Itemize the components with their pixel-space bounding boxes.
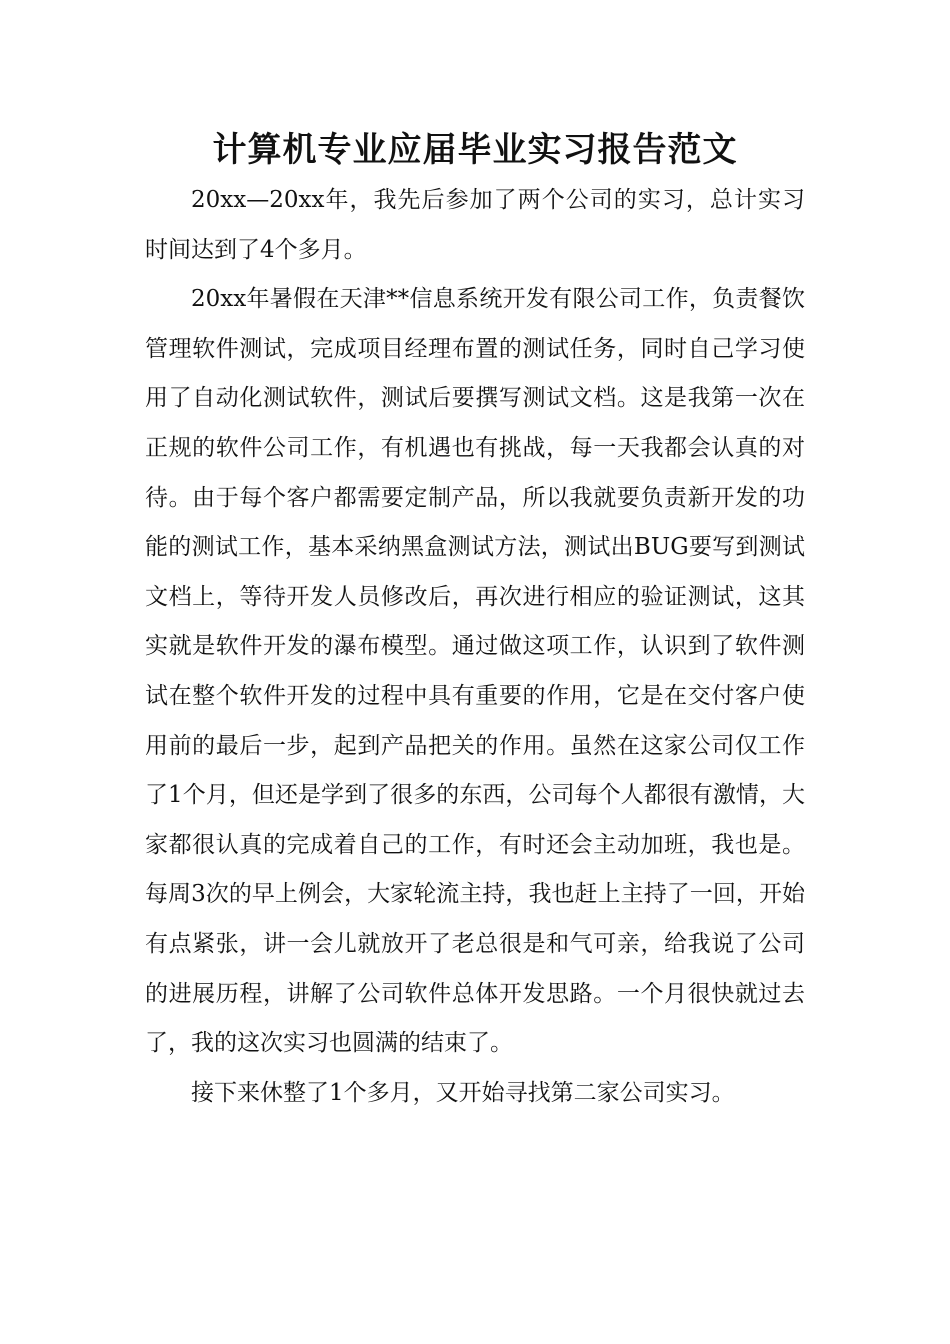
document-title: 计算机专业应届毕业实习报告范文 [212,130,738,170]
document-body [145,176,805,1118]
paragraph-2: 20xx年暑假在天津**信息系统开发有限公司工作，负责餐饮管理软件测试，完成项目经理布置的测试任务，同时自己学习使用了自动化测试软件，测试后要撰写测试文档。这是我第一次在正规的软件公司工作，有机遇也有挑战，每一天我都会认真的对待。由于每个客户都需要定制产品，所以我就要负责新开发的功能的测试工作，基本采纳黑盒测试方法，测试出BUG要写到测试文档上，等待开发人员修改后，再次进行相应的验证测试，这其实就是软件开发的瀑布模型。通过做这项工作，认识到了软件测试在整个软件开发的过程中具有重要的作用，它是在交付客户使用前的最后一步，起到产品把关的作用。虽然在这家公司仅工作了1个月，但还是学到了很多的东西，公司每个人都很有激情，大家都很认真的完成着自己的工作，有时还会主动加班，我也是。每周3次的早上例会，大家轮流主持，我也赶上主持了一回，开始有点紧张，讲一会儿就放开了老总很是和气可亲，给我说了公司的进展历程，讲解了公司软件总体开发思路。一个月很快就过去了，我的这次实习也圆满的结束了。 [145,286,805,1057]
paragraph-1: 20xx—20xx年，我先后参加了两个公司的实习，总计实习时间达到了4个多月。 [145,187,805,263]
paragraph-3: 接下来休整了1个多月，又开始寻找第二家公司实习。 [191,1079,735,1106]
